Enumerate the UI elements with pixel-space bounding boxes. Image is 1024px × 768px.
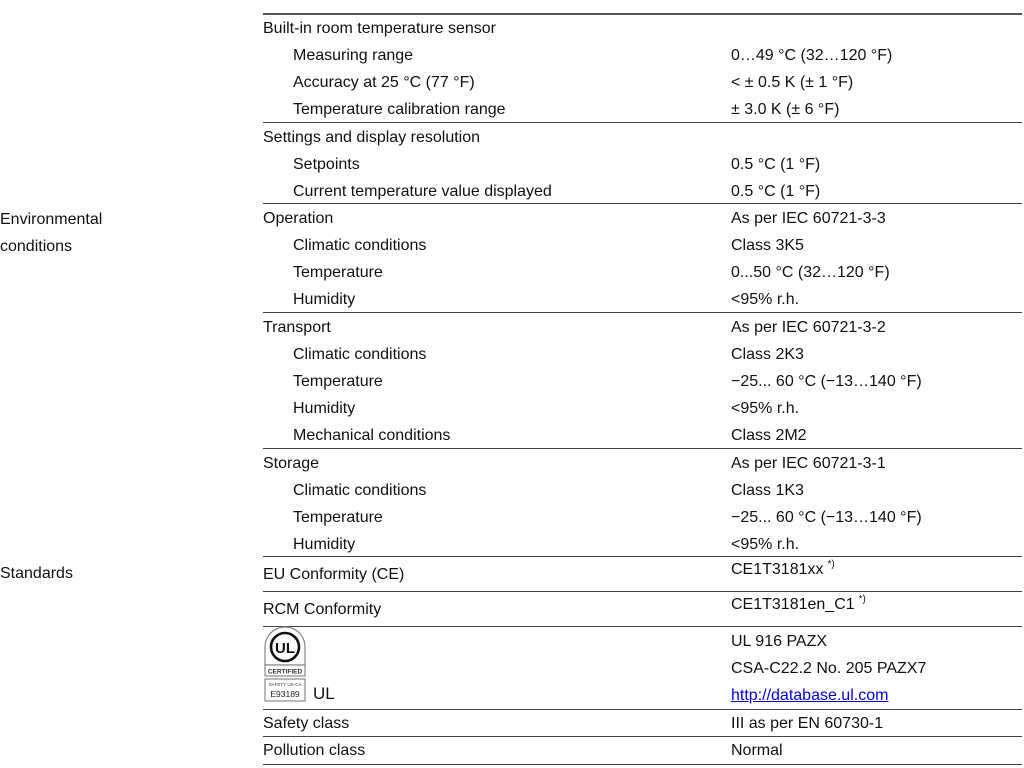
svg-text:E93189: E93189 [270,689,300,699]
spec-row [263,286,1022,313]
svg-text:SAFETY US-CA: SAFETY US-CA [268,682,302,687]
spec-value: 0...50 °C (32…120 °F) [731,264,890,281]
svg-text:UL: UL [275,640,295,657]
table-rule [263,591,1022,592]
section-label-line: Standards [0,565,73,582]
spec-label: Current temperature value displayed [293,183,552,200]
spec-row [263,96,1022,123]
spec-row [263,450,1022,477]
spec-value: CSA-C22.2 No. 205 PAZX7 [731,660,927,677]
spec-row [263,151,1022,178]
spec-label: Climatic conditions [293,346,427,363]
spec-label: Temperature [293,373,383,390]
spec-value: ± 3.0 K (± 6 °F) [731,101,840,118]
spec-label: Temperature [293,264,383,281]
table-rule-bottom [263,764,1022,765]
spec-value [731,556,835,585]
table-rule [263,626,1022,627]
section-label-standards [0,560,73,587]
spec-row [263,232,1022,259]
spec-value: < ± 0.5 K (± 1 °F) [731,74,854,91]
spec-value: <95% r.h. [731,400,800,417]
spec-value: UL 916 PAZX [731,633,828,650]
spec-label: Operation [263,210,334,227]
spec-row-eu-conformity [263,561,1022,588]
spec-value: 0.5 °C (1 °F) [731,183,821,200]
spec-row [263,15,1022,42]
ul-label: UL [313,684,335,703]
spec-value: Class 1K3 [731,482,804,499]
section-label-line: conditions [0,238,73,255]
spec-row [263,205,1022,232]
spec-label: Climatic conditions [293,237,427,254]
spec-row [263,504,1022,531]
spec-value: As per IEC 60721-3-3 [731,210,886,227]
spec-row [263,341,1022,368]
spec-value [731,591,866,620]
spec-value: −25... 60 °C (−13…140 °F) [731,509,922,526]
spec-label: Climatic conditions [293,482,427,499]
spec-label: Humidity [293,400,356,417]
spec-value: Class 3K5 [731,237,804,254]
spec-row [263,124,1022,151]
spec-label: Mechanical conditions [293,427,451,444]
spec-label: Temperature [293,509,383,526]
spec-label: Setpoints [293,156,360,173]
spec-row-pollution-class [263,737,1022,764]
spec-row-safety-class [263,710,1022,737]
spec-label: RCM Conformity [263,601,382,618]
spec-label: Storage [263,455,320,472]
spec-label: Humidity [293,536,356,553]
spec-value: III as per EN 60730-1 [731,715,884,732]
spec-value: <95% r.h. [731,291,800,308]
spec-row-rcm-conformity [263,596,1022,623]
ul-value-line [263,682,1022,709]
spec-label: Built-in room temperature sensor [263,20,496,37]
spec-value: <95% r.h. [731,536,800,553]
ul-value-line [263,655,1022,682]
spec-row [263,531,1022,558]
spec-row [263,477,1022,504]
spec-label: Transport [263,319,331,336]
spec-value: Class 2K3 [731,346,804,363]
footnote-marker: *) [827,559,835,570]
spec-label: Pollution class [263,742,366,759]
spec-value: −25... 60 °C (−13…140 °F) [731,373,922,390]
ul-value-line [263,628,1022,655]
spec-label: Measuring range [293,47,414,64]
section-label-environmental [0,206,102,260]
spec-value: 0.5 °C (1 °F) [731,156,821,173]
spec-row [263,422,1022,449]
section-label-line: Environmental [0,211,103,228]
spec-row [263,69,1022,96]
spec-row [263,395,1022,422]
spec-row [263,314,1022,341]
spec-value: Class 2M2 [731,427,807,444]
spec-label: EU Conformity (CE) [263,566,405,583]
spec-value: As per IEC 60721-3-1 [731,455,886,472]
spec-row [263,42,1022,69]
footnote-marker: *) [858,594,866,605]
spec-value-text: CE1T3181en_C1 [731,596,855,613]
spec-row [263,259,1022,286]
spec-value: 0…49 °C (32…120 °F) [731,47,893,64]
spec-label: Settings and display resolution [263,129,481,146]
spec-row [263,368,1022,395]
spec-row [263,178,1022,205]
spec-value-text: CE1T3181xx [731,561,824,578]
svg-text:CERTIFIED: CERTIFIED [267,668,303,676]
spec-label: Humidity [293,291,356,308]
spec-label: Accuracy at 25 °C (77 °F) [293,74,475,91]
spec-value: As per IEC 60721-3-2 [731,319,886,336]
spec-value: Normal [731,742,783,759]
spec-label: Temperature calibration range [293,101,506,118]
ul-database-link[interactable]: http://database.ul.com [731,687,889,704]
spec-label: Safety class [263,715,350,732]
